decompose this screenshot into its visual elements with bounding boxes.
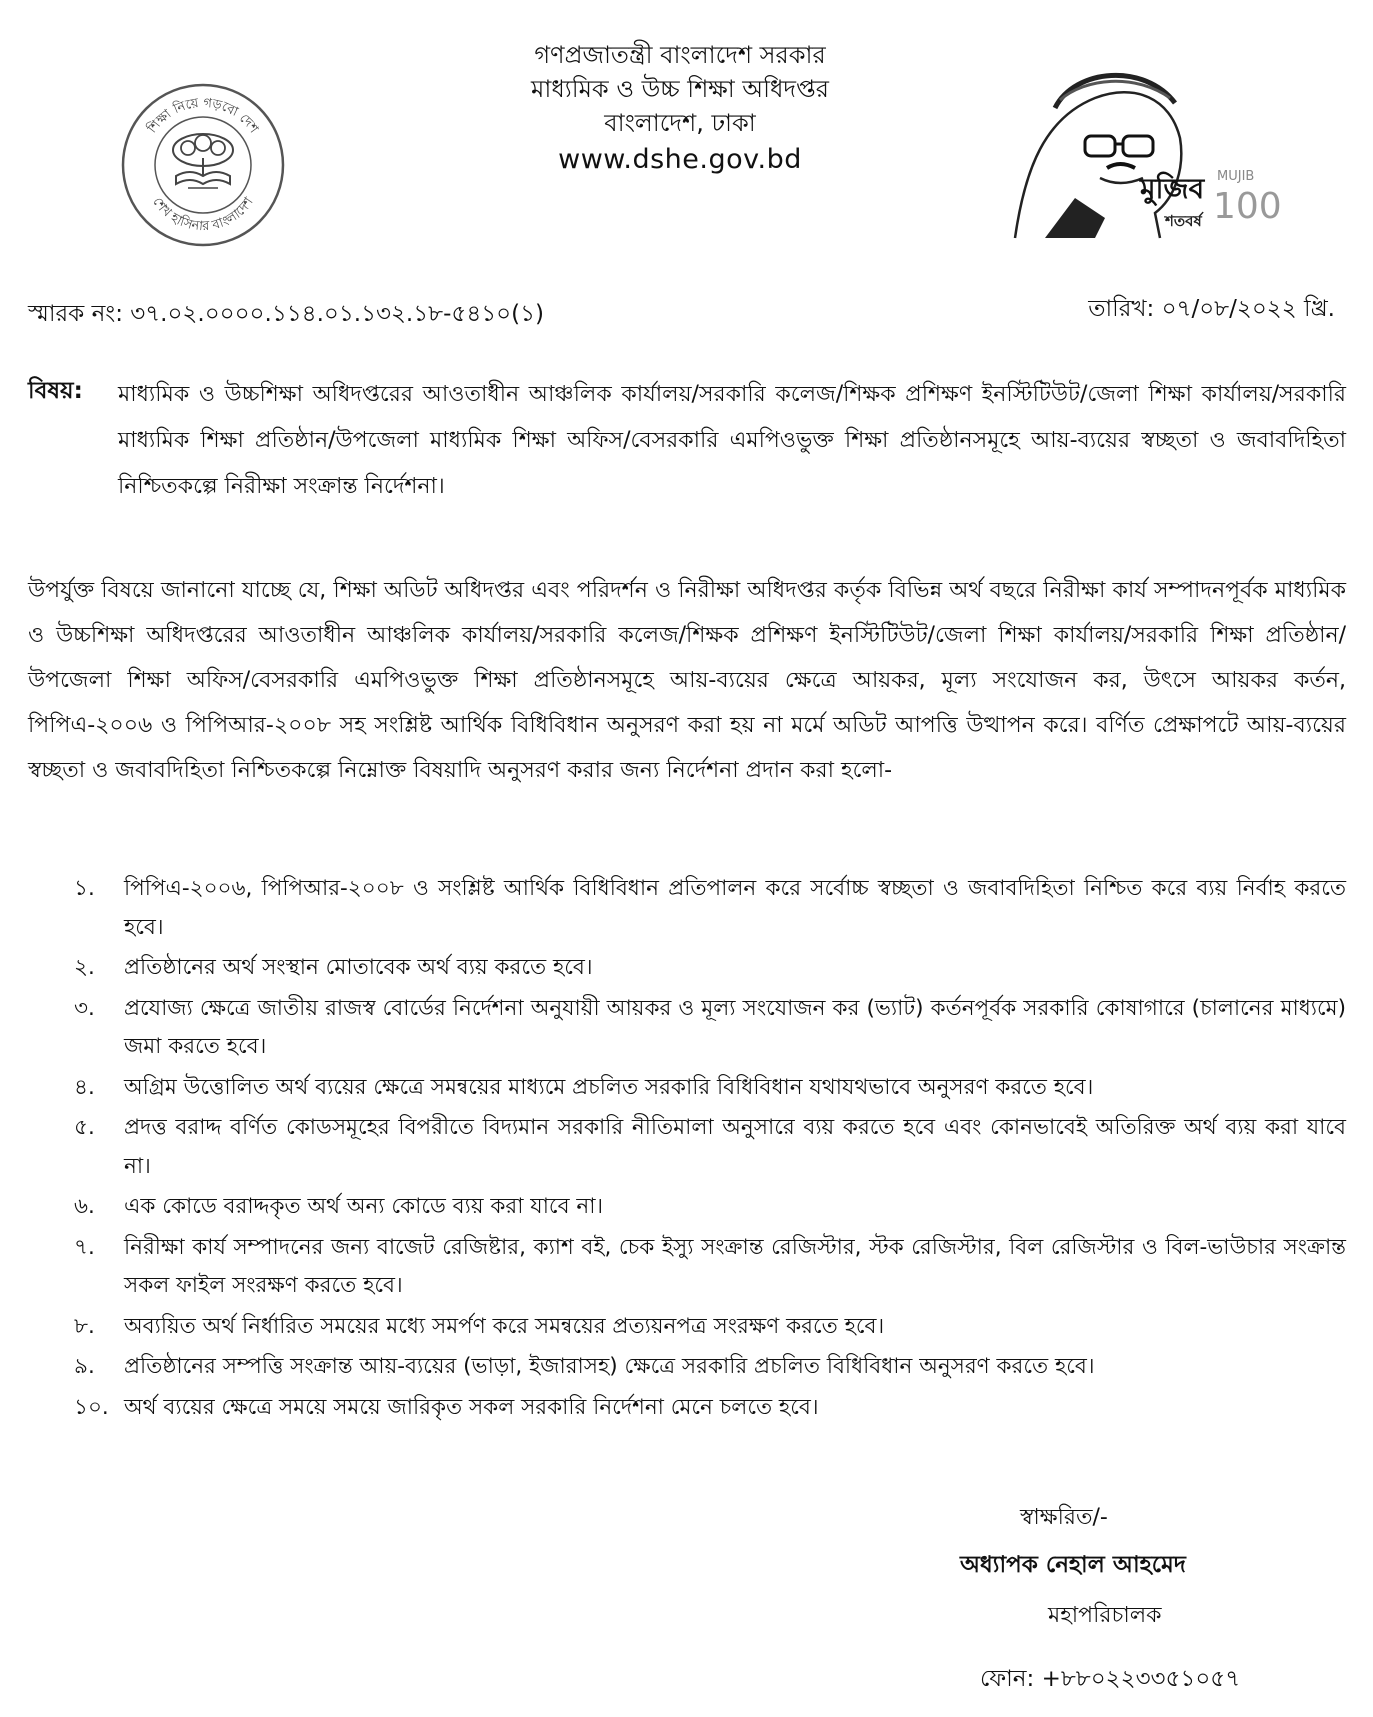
list-item-number: ৪. (74, 1074, 95, 1100)
list-item-text: পিপিএ-২০০৬, পিপিআর-২০০৮ ও সংশ্লিষ্ট আর্থিক বিধিবিধান প্রতিপালন করে সর্বোচ্চ স্বচ্ছতা ও জবাবদিহিতা নিশ্চিত করে ব্যয় নির্বাহ করতে হবে। (124, 876, 1346, 940)
list-item-number: ৯. (74, 1354, 95, 1379)
list-item (28, 1348, 1346, 1387)
subject-label: বিষয়: (28, 378, 83, 404)
list-item (28, 949, 1346, 988)
location: বাংলাদেশ, ঢাকা (604, 109, 756, 137)
memo-number: স্মারক নং: ৩৭.০২.০০০০.১১৪.০১.১৩২.১৮-৫৪১০(১) (28, 301, 544, 327)
list-item-text: অগ্রিম উত্তোলিত অর্থ ব্যয়ের ক্ষেত্রে সমন্বয়ের মাধ্যমে প্রচলিত সরকারি বিধিবিধান যথাযথভাবে অনুসরণ করতে হবে। (124, 1074, 1094, 1100)
letterhead (380, 38, 980, 180)
list-item-number: ৫. (74, 1115, 95, 1140)
seal-top-text: শিক্ষা নিয়ে গড়বো দেশ (145, 95, 261, 137)
list-item-text: অর্থ ব্যয়ের ক্ষেত্রে সময়ে সময়ে জারিকৃত সকল সরকারি নির্দেশনা মেনে চলতে হবে। (124, 1394, 819, 1420)
list-item-text: এক কোডে বরাদ্দকৃত অর্থ অন্য কোডে ব্যয় করা যাবে না। (124, 1194, 604, 1219)
list-item-text: অব্যয়িত অর্থ নির্ধারিত সময়ের মধ্যে সমর্পণ করে সমন্বয়ের প্রত্যয়নপত্র সংরক্ষণ করতে হবে। (124, 1313, 885, 1339)
mujib-centenary-logo (985, 48, 1282, 243)
list-item (28, 1229, 1346, 1306)
signed-mark: স্বাক্ষরিত/- (1020, 1505, 1108, 1530)
dshe-seal-logo (118, 80, 288, 250)
list-item-text: প্রতিষ্ঠানের অর্থ সংস্থান মোতাবেক অর্থ ব্যয় করতে হবে। (124, 955, 593, 980)
list-item-number: ৭. (74, 1234, 95, 1260)
list-item-number: ৩. (74, 995, 95, 1021)
list-item (28, 1109, 1346, 1186)
list-item (28, 870, 1346, 947)
list-item (28, 1188, 1346, 1227)
website-link[interactable]: www.dshe.gov.bd (558, 144, 802, 175)
list-item-text: নিরীক্ষা কার্য সম্পাদনের জন্য বাজেট রেজিষ্টার, ক্যাশ বই, চেক ইস্যু সংক্রান্ত রেজিস্টার, স্টক রেজিস্টার, বিল রেজিস্টার ও বিল-ভাউচার সংক্রান্ত সকল ফাইল সংরক্ষণ করতে হবে। (124, 1234, 1346, 1298)
mujib-en-text: MUJIB (1217, 169, 1255, 184)
list-item-number: ২. (74, 955, 95, 980)
list-item-number: ৬. (74, 1194, 95, 1219)
memo-date: তারিখ: ০৭/০৮/২০২২ খ্রি. (1088, 296, 1335, 322)
list-item-number: ১০. (74, 1394, 109, 1420)
signer-name: অধ্যাপক নেহাল আহমেদ (960, 1552, 1186, 1578)
list-item-number: ১. (74, 876, 95, 901)
body-paragraph: উপর্যুক্ত বিষয়ে জানানো যাচ্ছে যে, শিক্ষা অডিট অধিদপ্তর এবং পরিদর্শন ও নিরীক্ষা অধিদপ্তর কর্তৃক বিভিন্ন অর্থ বছরে নিরীক্ষা কার্য সম্পাদনপূর্বক মাধ্যমিক ও উচ্চশিক্ষা অধিদপ্তরের আওতাধীন আঞ্চলিক কার্যালয়/সরকারি কলেজ/শিক্ষক প্রশিক্ষণ ইনস্টিটিউট/জেলা শিক্ষা কার্যালয়/সরকারি শিক্ষা প্রতিষ্ঠান/উপজেলা শিক্ষা অফিস/বেসরকারি এমপিওভুক্ত শিক্ষা প্রতিষ্ঠানসমূহে আয়-ব্যয়ের ক্ষেত্রে আয়কর, মূল্য সংযোজন কর, উৎসে আয়কর কর্তন, পিপিএ-২০০৬ ও পিপিআর-২০০৮ সহ সংশ্লিষ্ট আর্থিক বিধিবিধান অনুসরণ করা হয় না মর্মে অডিট আপত্তি উত্থাপন করে। বর্ণিত প্রেক্ষাপটে আয়-ব্যয়ের স্বচ্ছতা ও জবাবদিহিতা নিশ্চিতকল্পে নিম্নোক্ত বিষয়াদি অনুসরণ করার জন্য নির্দেশনা প্রদান করা হলো- (28, 578, 1346, 783)
government-name: গণপ্রজাতন্ত্রী বাংলাদেশ সরকার (534, 41, 826, 69)
subject-text: মাধ্যমিক ও উচ্চশিক্ষা অধিদপ্তরের আওতাধীন আঞ্চলিক কার্যালয়/সরকারি কলেজ/শিক্ষক প্রশিক্ষণ ইনস্টিটিউট/জেলা শিক্ষা কার্যালয়/সরকারি মাধ্যমিক শিক্ষা প্রতিষ্ঠান/উপজেলা মাধ্যমিক শিক্ষা অফিস/বেসরকারি এমপিওভুক্ত শিক্ষা প্রতিষ্ঠানসমূহে আয়-ব্যয়ের স্বচ্ছতা ও জবাবদিহিতা নিশ্চিতকল্পে নিরীক্ষা সংক্রান্ত নির্দেশনা। (118, 382, 1346, 499)
list-item (28, 1308, 1346, 1347)
signer-designation: মহাপরিচালক (1048, 1603, 1162, 1628)
list-item-text: প্রতিষ্ঠানের সম্পত্তি সংক্রান্ত আয়-ব্যয়ের (ভাড়া, ইজারাসহ) ক্ষেত্রে সরকারি প্রচলিত বিধিবিধান অনুসরণ করতে হবে। (124, 1354, 1095, 1379)
directive-list (28, 870, 1346, 1429)
seal-bottom-text: শেখ হাসিনার বাংলাদেশ (149, 194, 257, 235)
mujib-num-text: 100 (1213, 186, 1282, 227)
list-item (28, 1069, 1346, 1108)
directorate-name: মাধ্যমিক ও উচ্চ শিক্ষা অধিদপ্তর (531, 75, 829, 103)
mujib-sub-text: শতবর্ষ (1165, 212, 1202, 230)
list-item-text: প্রযোজ্য ক্ষেত্রে জাতীয় রাজস্ব বোর্ডের নির্দেশনা অনুযায়ী আয়কর ও মূল্য সংযোজন কর (ভ্যাট) কর্তনপূর্বক সরকারি কোষাগারে (চালানের মাধ্যমে) জমা করতে হবে। (124, 995, 1346, 1059)
list-item-text: প্রদত্ত বরাদ্দ বর্ণিত কোডসমূহের বিপরীতে বিদ্যমান সরকারি নীতিমালা অনুসারে ব্যয় করতে হবে এবং কোনভাবেই অতিরিক্ত অর্থ ব্যয় করা যাবে না। (124, 1115, 1346, 1179)
list-item (28, 1389, 1346, 1428)
svg-text:শেখ হাসিনার বাংলাদেশ (149, 195, 257, 235)
mujib-bangla-text: মুজিব (1140, 172, 1205, 205)
list-item (28, 990, 1346, 1067)
list-item-number: ৮. (74, 1313, 95, 1339)
subject-section (28, 372, 1346, 510)
phone-number: ফোন: +৮৮০২২৩৩৫১০৫৭ (980, 1666, 1241, 1692)
